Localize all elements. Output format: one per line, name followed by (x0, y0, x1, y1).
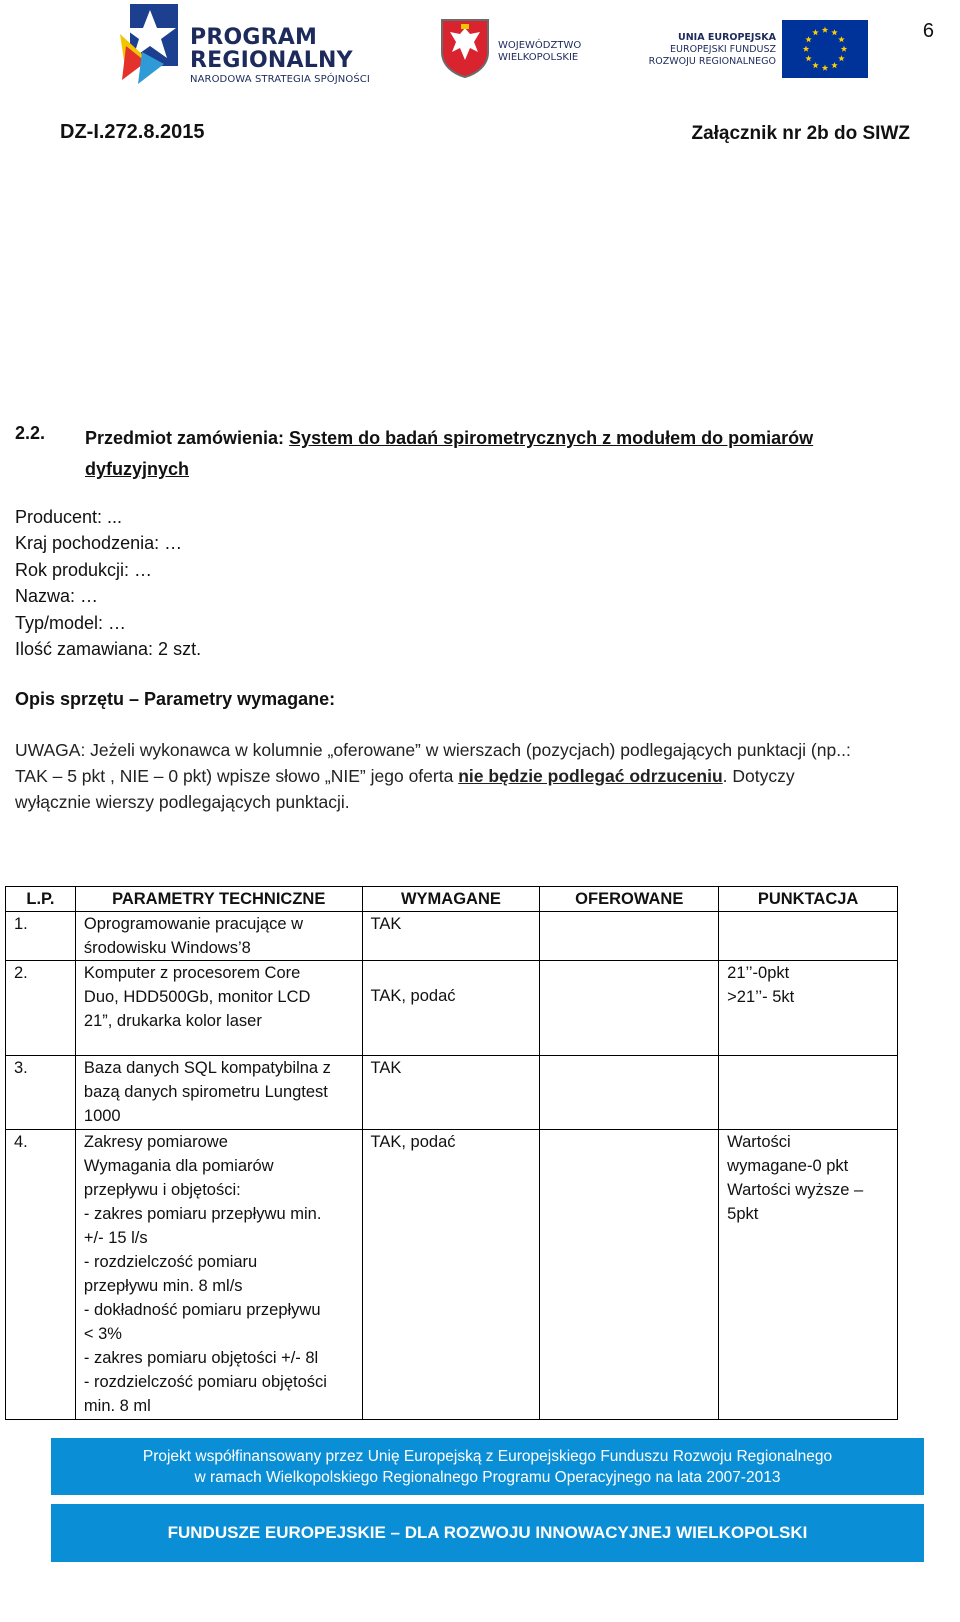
table-row (6, 912, 898, 961)
eu-flag-icon (782, 20, 868, 78)
footer-line2: w ramach Wielkopolskiego Regionalnego Programu Operacyjnego na lata 2007-2013 (194, 1469, 781, 1486)
score-line: Wartości wyższe – (727, 1181, 864, 1199)
field-producer: Producent: ... (15, 507, 123, 527)
score-line: >21’’- 5kt (727, 988, 795, 1006)
param-line: 1000 (83, 1107, 121, 1125)
param-line: przepływu min. 8 ml/s (83, 1277, 243, 1295)
cell-score (719, 912, 898, 961)
cell-lp: 3. (6, 1056, 76, 1130)
score-line: wymagane-0 pkt (727, 1157, 849, 1175)
header-parameters: PARAMETRY TECHNICZNE (75, 887, 362, 912)
param-line: - dokładność pomiaru przepływu (83, 1301, 321, 1319)
param-line: - zakres pomiaru objętości +/- 8l (83, 1349, 319, 1367)
param-line: Baza danych SQL kompatybilna z (83, 1059, 331, 1077)
header-offered: OFEROWANE (540, 887, 719, 912)
eagle-shield-icon (440, 18, 490, 78)
cell-lp: 1. (6, 912, 76, 961)
footer-cofinancing-banner (51, 1438, 924, 1495)
cell-required: TAK, podać (362, 961, 540, 1056)
equipment-description-heading: Opis sprzętu – Parametry wymagane: (15, 689, 336, 709)
param-line: +/- 15 l/s (83, 1229, 148, 1247)
logo-eu-line3: ROZWOJU REGIONALNEGO (648, 56, 776, 67)
field-quantity: Ilość zamawiana: 2 szt. (15, 639, 202, 660)
header-logos (0, 0, 960, 95)
logo-eu-line1: UNIA EUROPEJSKA (678, 32, 776, 43)
logo-program-sub: NARODOWA STRATEGIA SPÓJNOŚCI (190, 74, 370, 85)
cell-param (75, 1056, 362, 1130)
param-line: Zakresy pomiarowe (83, 1133, 228, 1151)
header-required: WYMAGANE (362, 887, 540, 912)
note-part2: . Dotyczy wyłącznie wierszy podlegających punktacji. (15, 766, 795, 812)
logo-program-line1: PROGRAM (190, 25, 318, 50)
attachment-label: Załącznik nr 2b do SIWZ (691, 123, 910, 144)
cell-offered-input[interactable] (540, 912, 719, 961)
param-line: środowisku Windows’8 (83, 939, 251, 957)
logo-wojewodztwo-line2: WIELKOPOLSKIE (498, 52, 579, 63)
cell-offered-input[interactable] (540, 1130, 719, 1420)
section-title (85, 423, 885, 485)
cell-offered-input[interactable] (540, 961, 719, 1056)
note-part1: UWAGA: Jeżeli wykonawca w kolumnie „oferowane” w wierszach (pozycjach) podlegających punktacji (np..: TAK – 5 pkt , NIE – 0 pkt) wpisze słowo „NIE” jego oferta (15, 740, 851, 786)
param-line: < 3% (83, 1325, 122, 1343)
product-fields (15, 504, 201, 662)
cell-required: TAK (362, 1056, 540, 1130)
note-paragraph (15, 737, 875, 815)
cell-lp: 2. (6, 961, 76, 1056)
specification-table (5, 886, 898, 1420)
param-line: bazą danych spirometru Lungtest (83, 1083, 328, 1101)
table-header-row (6, 887, 898, 912)
logo-program-regionalny (120, 4, 390, 84)
section-subject: System do badań spirometrycznych z modułem do pomiarów dyfuzyjnych (85, 428, 814, 479)
cell-score (719, 1130, 898, 1420)
table-row (6, 1130, 898, 1420)
param-line: - rozdzielczość pomiaru (83, 1253, 258, 1271)
cell-score (719, 1056, 898, 1130)
cell-offered-input[interactable] (540, 1056, 719, 1130)
cell-param (75, 961, 362, 1056)
logo-wojewodztwo-line1: WOJEWÓDZTWO (498, 40, 582, 51)
section-label: Przedmiot zamówienia: (85, 428, 290, 448)
field-year: Rok produkcji: … (15, 559, 153, 580)
cell-required: TAK, podać (362, 1130, 540, 1420)
param-line: przepływu i objętości: (83, 1181, 241, 1199)
header-score: PUNKTACJA (719, 887, 898, 912)
cell-required: TAK (362, 912, 540, 961)
score-line: 21’’-0pkt (727, 964, 790, 982)
footer-slogan-banner: FUNDUSZE EUROPEJSKIE – DLA ROZWOJU INNOWACYJNEJ WIELKOPOLSKI (51, 1504, 924, 1562)
score-line: Wartości (727, 1133, 791, 1151)
param-line: min. 8 ml (83, 1397, 151, 1415)
page-number: 6 (922, 20, 934, 42)
field-model: Typ/model: … (15, 612, 127, 633)
logo-eu-line2: EUROPEJSKI FUNDUSZ (670, 44, 776, 55)
param-line: - rozdzielczość pomiaru objętości (83, 1373, 327, 1391)
param-line: Wymagania dla pomiarów (83, 1157, 274, 1175)
field-name: Nazwa: … (15, 586, 99, 607)
param-line: 21”, drukarka kolor laser (83, 1012, 262, 1030)
param-line: - zakres pomiaru przepływu min. (83, 1205, 322, 1223)
param-line: Duo, HDD500Gb, monitor LCD (83, 988, 311, 1006)
logo-unia-europejska (633, 20, 868, 80)
note-emphasis: nie będzie podlegać odrzuceniu (458, 766, 723, 786)
param-line: Komputer z procesorem Core (83, 964, 301, 982)
table-row (6, 961, 898, 1056)
logo-wojewodztwo (440, 18, 600, 80)
score-line: 5pkt (727, 1205, 759, 1223)
table-row (6, 1056, 898, 1130)
section-number: 2.2. (15, 423, 46, 443)
star-flag-icon (120, 4, 180, 84)
param-line: Oprogramowanie pracujące w (83, 915, 304, 933)
field-country: Kraj pochodzenia: … (15, 533, 183, 554)
header-lp: L.P. (6, 887, 76, 912)
document-reference: DZ-I.272.8.2015 (60, 121, 205, 143)
footer-line1: Projekt współfinansowany przez Unię Europejską z Europejskiego Funduszu Rozwoju Regionalnego (142, 1448, 833, 1465)
logo-program-line2: REGIONALNY (190, 48, 353, 73)
cell-score (719, 961, 898, 1056)
cell-lp: 4. (6, 1130, 76, 1420)
cell-param (75, 912, 362, 961)
cell-param (75, 1130, 362, 1420)
